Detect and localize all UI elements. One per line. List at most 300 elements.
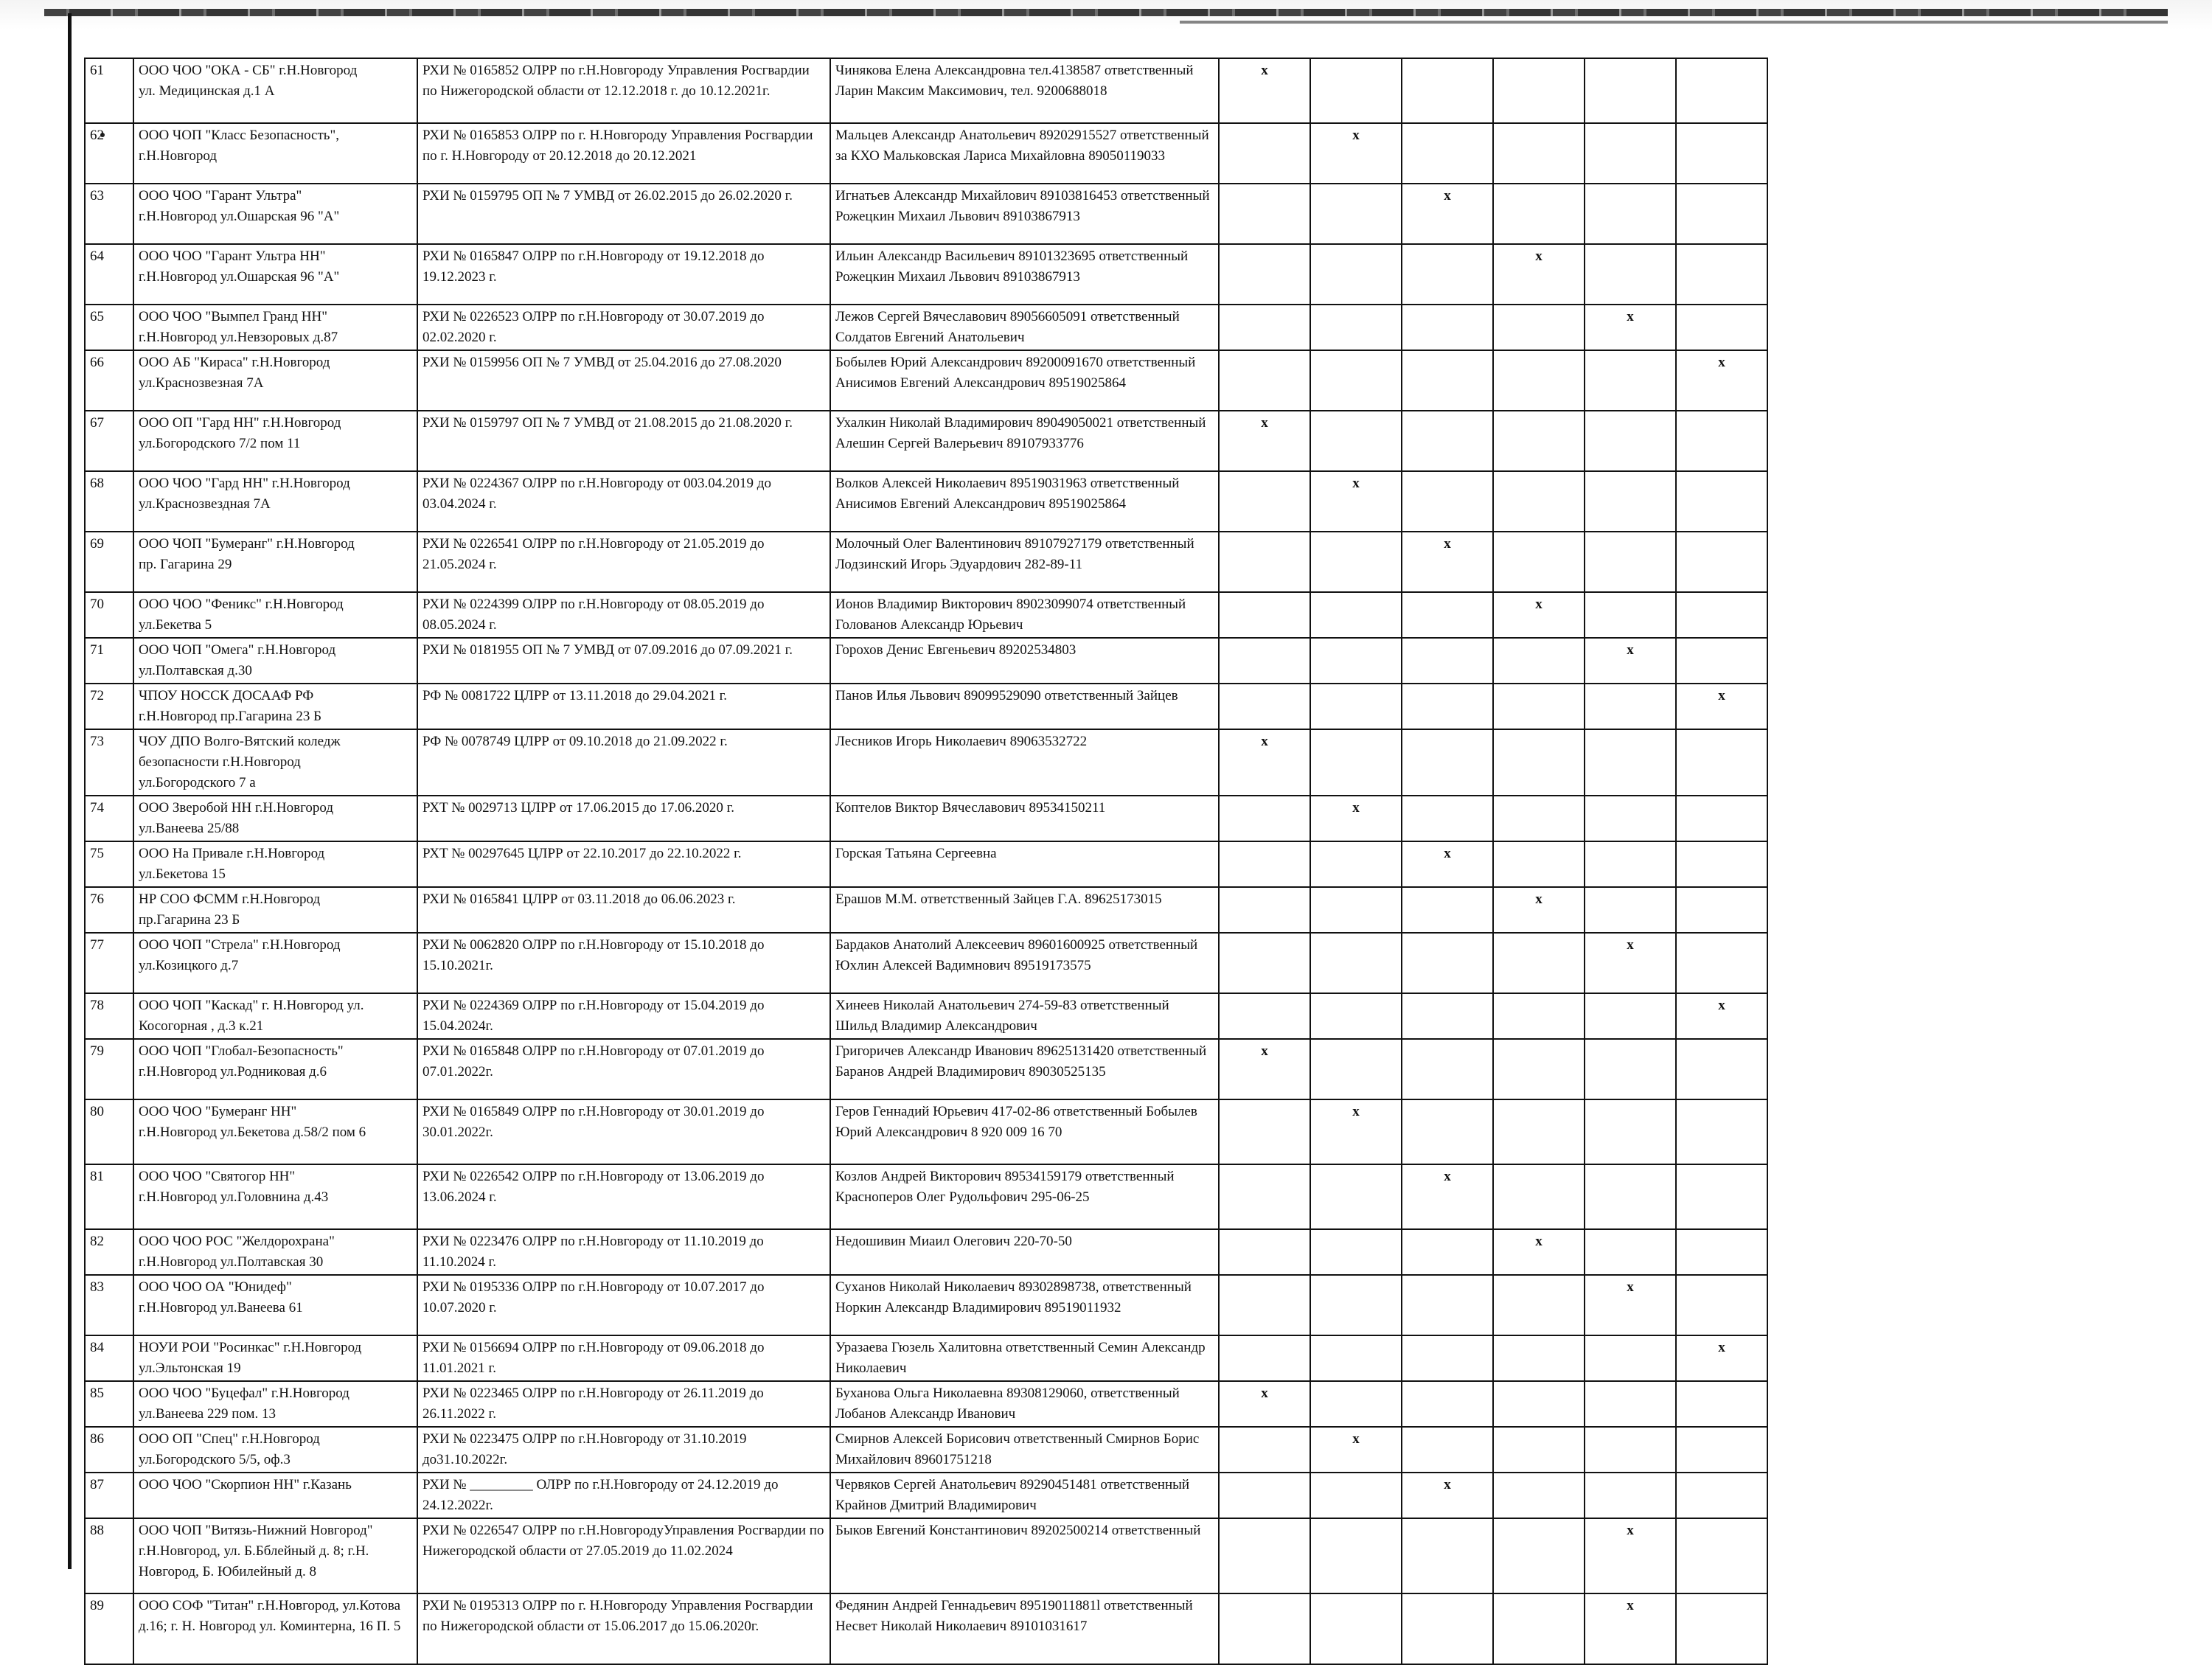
organization-cell: ООО ЧОО "Бумеранг НН" г.Н.Новгород ул.Бекетова д.58/2 пом 6 — [133, 1099, 417, 1164]
mark-cell-col-3 — [1402, 1275, 1493, 1335]
row-number-cell: 74 — [85, 796, 133, 841]
license-cell: РХИ № 0224399 ОЛРР по г.Н.Новгороду от 08.05.2019 до 08.05.2024 г. — [417, 592, 830, 638]
mark-cell-col-6 — [1676, 58, 1767, 123]
mark-cell-col-3 — [1402, 887, 1493, 933]
table-row — [85, 638, 1767, 684]
mark-cell-col-2 — [1310, 58, 1402, 123]
mark-cell-col-3 — [1402, 1518, 1493, 1593]
table-row — [85, 1518, 1767, 1593]
x-mark: x — [1444, 536, 1451, 552]
mark-cell-col-5 — [1585, 1427, 1676, 1473]
mark-cell-col-6 — [1676, 532, 1767, 592]
mark-cell-col-3 — [1402, 1164, 1493, 1229]
organization-cell: ООО ЧОО "Вымпел Гранд НН" г.Н.Новгород ул.Невзоровых д.87 — [133, 305, 417, 350]
license-cell: РХИ № 0159797 ОП № 7 УМВД от 21.08.2015 до 21.08.2020 г. — [417, 411, 830, 471]
license-cell: РХИ № _________ ОЛРР по г.Н.Новгороду от 24.12.2019 до 24.12.2022г. — [417, 1473, 830, 1518]
table-row — [85, 1427, 1767, 1473]
table-row — [85, 1229, 1767, 1275]
contact-cell: Буханова Ольга Николаевна 89308129060, ответственный Лобанов Александр Иванович — [830, 1381, 1219, 1427]
mark-cell-col-3 — [1402, 1473, 1493, 1518]
organization-cell: ООО ЧОО "ОКА - СБ" г.Н.Новгород ул. Медицинская д.1 А — [133, 58, 417, 123]
mark-cell-col-4 — [1493, 638, 1585, 684]
mark-cell-col-1 — [1219, 1039, 1310, 1099]
table-row — [85, 1275, 1767, 1335]
table-row — [85, 350, 1767, 411]
x-mark: x — [1718, 355, 1725, 370]
x-mark: x — [1352, 800, 1360, 816]
organization-cell: ЧОУ ДПО Волго-Вятский коледж безопасности г.Н.Новгород ул.Богородского 7 а — [133, 729, 417, 796]
mark-cell-col-2 — [1310, 684, 1402, 729]
scan-edge-bar — [44, 9, 2168, 16]
contact-cell: Козлов Андрей Викторович 89534159179 ответственный Красноперов Олег Рудольфович 295-06-25 — [830, 1164, 1219, 1229]
mark-cell-col-2 — [1310, 1518, 1402, 1593]
x-mark: x — [1444, 188, 1451, 204]
mark-cell-col-1 — [1219, 532, 1310, 592]
organization-cell: НР СОО ФСММ г.Н.Новгород пр.Гагарина 23 Б — [133, 887, 417, 933]
x-mark: x — [1352, 128, 1360, 143]
mark-cell-col-1 — [1219, 1593, 1310, 1664]
mark-cell-col-1 — [1219, 729, 1310, 796]
mark-cell-col-4 — [1493, 184, 1585, 244]
mark-cell-col-3 — [1402, 305, 1493, 350]
license-cell: РХИ № 0223465 ОЛРР по г.Н.Новгороду от 26.11.2019 до 26.11.2022 г. — [417, 1381, 830, 1427]
x-mark: x — [1444, 846, 1451, 861]
contact-cell: Игнатьев Александр Михайлович 89103816453 ответственный Рожецкин Михаил Львович 89103867913 — [830, 184, 1219, 244]
organization-cell: ООО ЧОП "Витязь-Нижний Новгород" г.Н.Новгород, ул. Б.Бблейный д. 8; г.Н. Новгород, Б. Юбилейный д. 8 — [133, 1518, 417, 1593]
table-row — [85, 1099, 1767, 1164]
mark-cell-col-2 — [1310, 993, 1402, 1039]
organization-cell: ООО ЧОП "Каскад" г. Н.Новгород ул. Косогорная , д.3 к.21 — [133, 993, 417, 1039]
mark-cell-col-3 — [1402, 471, 1493, 532]
mark-cell-col-5 — [1585, 638, 1676, 684]
mark-cell-col-5 — [1585, 350, 1676, 411]
contact-cell: Геров Геннадий Юрьевич 417-02-86 ответственный Бобылев Юрий Александрович 8 920 009 16 70 — [830, 1099, 1219, 1164]
contact-cell: Горохов Денис Евгеньевич 89202534803 — [830, 638, 1219, 684]
organization-cell: ЧПОУ НОССК ДОСААФ РФ г.Н.Новгород пр.Гагарина 23 Б — [133, 684, 417, 729]
row-number-cell: 63 — [85, 184, 133, 244]
mark-cell-col-5 — [1585, 123, 1676, 184]
mark-cell-col-4 — [1493, 411, 1585, 471]
license-cell: РХИ № 0062820 ОЛРР по г.Н.Новгороду от 15.10.2018 до 15.10.2021г. — [417, 933, 830, 993]
x-mark: x — [1535, 597, 1543, 612]
mark-cell-col-1 — [1219, 123, 1310, 184]
row-number-cell: 72 — [85, 684, 133, 729]
mark-cell-col-2 — [1310, 796, 1402, 841]
mark-cell-col-2 — [1310, 1275, 1402, 1335]
mark-cell-col-3 — [1402, 796, 1493, 841]
table-row — [85, 305, 1767, 350]
mark-cell-col-6 — [1676, 1518, 1767, 1593]
mark-cell-col-2 — [1310, 1473, 1402, 1518]
mark-cell-col-5 — [1585, 471, 1676, 532]
contact-cell: Ильин Александр Васильевич 89101323695 ответственный Рожецкин Михаил Львович 89103867913 — [830, 244, 1219, 305]
mark-cell-col-1 — [1219, 993, 1310, 1039]
mark-cell-col-4 — [1493, 1593, 1585, 1664]
mark-cell-col-2 — [1310, 1335, 1402, 1381]
mark-cell-col-5 — [1585, 729, 1676, 796]
mark-cell-col-1 — [1219, 244, 1310, 305]
mark-cell-col-2 — [1310, 1164, 1402, 1229]
mark-cell-col-4 — [1493, 887, 1585, 933]
contact-cell: Червяков Сергей Анатольевич 89290451481 ответственный Крайнов Дмитрий Владимирович — [830, 1473, 1219, 1518]
mark-cell-col-4 — [1493, 1039, 1585, 1099]
mark-cell-col-5 — [1585, 1099, 1676, 1164]
row-number-cell: 70 — [85, 592, 133, 638]
mark-cell-col-6 — [1676, 887, 1767, 933]
mark-cell-col-2 — [1310, 471, 1402, 532]
mark-cell-col-4 — [1493, 933, 1585, 993]
mark-cell-col-6 — [1676, 244, 1767, 305]
organization-cell: ООО ОП "Спец" г.Н.Новгород ул.Богородского 5/5, оф.3 — [133, 1427, 417, 1473]
license-cell: РХИ № 0195336 ОЛРР по г.Н.Новгороду от 10.07.2017 до 10.07.2020 г. — [417, 1275, 830, 1335]
license-cell: РХТ № 0029713 ЦЛРР от 17.06.2015 до 17.06.2020 г. — [417, 796, 830, 841]
row-number-cell: 81 — [85, 1164, 133, 1229]
mark-cell-col-1 — [1219, 1164, 1310, 1229]
mark-cell-col-2 — [1310, 592, 1402, 638]
mark-cell-col-4 — [1493, 841, 1585, 887]
contact-cell: Недошивин Миаил Олегович 220-70-50 — [830, 1229, 1219, 1275]
x-mark: x — [1261, 63, 1268, 78]
table-row — [85, 244, 1767, 305]
mark-cell-col-1 — [1219, 684, 1310, 729]
mark-cell-col-4 — [1493, 1099, 1585, 1164]
mark-cell-col-6 — [1676, 841, 1767, 887]
mark-cell-col-1 — [1219, 350, 1310, 411]
x-mark: x — [1261, 1386, 1268, 1401]
mark-cell-col-1 — [1219, 471, 1310, 532]
row-number-cell: 77 — [85, 933, 133, 993]
license-cell: РХИ № 0226542 ОЛРР по г.Н.Новгороду от 13.06.2019 до 13.06.2024 г. — [417, 1164, 830, 1229]
mark-cell-col-6 — [1676, 1164, 1767, 1229]
mark-cell-col-4 — [1493, 532, 1585, 592]
mark-cell-col-6 — [1676, 1427, 1767, 1473]
mark-cell-col-5 — [1585, 1229, 1676, 1275]
mark-cell-col-6 — [1676, 592, 1767, 638]
mark-cell-col-1 — [1219, 1275, 1310, 1335]
mark-cell-col-4 — [1493, 1473, 1585, 1518]
x-mark: x — [1444, 1477, 1451, 1492]
organization-cell: ООО На Привале г.Н.Новгород ул.Бекетова 15 — [133, 841, 417, 887]
mark-cell-col-3 — [1402, 1335, 1493, 1381]
license-cell: РФ № 0078749 ЦЛРР от 09.10.2018 до 21.09.2022 г. — [417, 729, 830, 796]
contact-cell: Молочный Олег Валентинович 89107927179 ответственный Лодзинский Игорь Эдуардович 282-89-11 — [830, 532, 1219, 592]
mark-cell-col-5 — [1585, 1039, 1676, 1099]
row-number-cell: 66 — [85, 350, 133, 411]
license-cell: РХИ № 0165849 ОЛРР по г.Н.Новгороду от 30.01.2019 до 30.01.2022г. — [417, 1099, 830, 1164]
contact-cell: Горская Татьяна Сергеевна — [830, 841, 1219, 887]
mark-cell-col-4 — [1493, 123, 1585, 184]
organization-cell: ООО ЧОО "Гарант Ультра НН" г.Н.Новгород ул.Ошарская 96 "А" — [133, 244, 417, 305]
license-cell: РХИ № 0165847 ОЛРР по г.Н.Новгороду от 19.12.2018 до 19.12.2023 г. — [417, 244, 830, 305]
x-mark: x — [1261, 415, 1268, 431]
table-row — [85, 887, 1767, 933]
contact-cell: Суханов Николай Николаевич 89302898738, ответственный Норкин Александр Владимирович 89519011932 — [830, 1275, 1219, 1335]
row-number-cell: 64 — [85, 244, 133, 305]
mark-cell-col-6 — [1676, 1473, 1767, 1518]
table-row — [85, 684, 1767, 729]
contact-cell: Волков Алексей Николаевич 89519031963 ответственный Анисимов Евгений Александрович 89519025864 — [830, 471, 1219, 532]
mark-cell-col-1 — [1219, 933, 1310, 993]
mark-cell-col-5 — [1585, 1275, 1676, 1335]
mark-cell-col-6 — [1676, 638, 1767, 684]
mark-cell-col-3 — [1402, 993, 1493, 1039]
table-row — [85, 1335, 1767, 1381]
x-mark: x — [1535, 248, 1543, 264]
mark-cell-col-4 — [1493, 993, 1585, 1039]
x-mark: x — [1627, 937, 1634, 953]
mark-cell-col-5 — [1585, 796, 1676, 841]
left-margin-rule — [68, 13, 72, 1569]
mark-cell-col-3 — [1402, 638, 1493, 684]
mark-cell-col-2 — [1310, 638, 1402, 684]
x-mark: x — [1352, 1104, 1360, 1119]
mark-cell-col-5 — [1585, 841, 1676, 887]
contact-cell: Лежов Сергей Вячеславович 89056605091 ответственный Солдатов Евгений Анатольевич — [830, 305, 1219, 350]
license-cell: РХИ № 0224369 ОЛРР по г.Н.Новгороду от 15.04.2019 до 15.04.2024г. — [417, 993, 830, 1039]
organization-cell: ООО ЧОО "Святогор НН" г.Н.Новгород ул.Головнина д.43 — [133, 1164, 417, 1229]
mark-cell-col-3 — [1402, 1593, 1493, 1664]
mark-cell-col-5 — [1585, 1518, 1676, 1593]
x-mark: x — [1718, 1340, 1725, 1355]
license-cell: РХИ № 0226541 ОЛРР по г.Н.Новгороду от 21.05.2019 до 21.05.2024 г. — [417, 532, 830, 592]
mark-cell-col-5 — [1585, 684, 1676, 729]
row-number-cell: 89 — [85, 1593, 133, 1664]
table-row — [85, 184, 1767, 244]
row-number-cell: 75 — [85, 841, 133, 887]
organization-cell: ООО ЧОО "Феникс" г.Н.Новгород ул.Бекетва 5 — [133, 592, 417, 638]
organization-cell: НОУИ РОИ "Росинкас" г.Н.Новгород ул.Эльтонская 19 — [133, 1335, 417, 1381]
scan-edge-bar-thin — [1180, 21, 2168, 24]
organization-cell: ООО ЧОО ОА "Юнидеф" г.Н.Новгород ул.Ванеева 61 — [133, 1275, 417, 1335]
table-row — [85, 471, 1767, 532]
organization-cell: ООО ЧОО "Гарант Ультра" г.Н.Новгород ул.Ошарская 96 "А" — [133, 184, 417, 244]
mark-cell-col-5 — [1585, 993, 1676, 1039]
x-mark: x — [1535, 1234, 1543, 1249]
mark-cell-col-3 — [1402, 58, 1493, 123]
license-cell: РХИ № 0226547 ОЛРР по г.Н.НовгородуУправления Росгвардии по Нижегородской области от 27.05.2019 до 11.02.2024 — [417, 1518, 830, 1593]
mark-cell-col-6 — [1676, 1275, 1767, 1335]
mark-cell-col-3 — [1402, 592, 1493, 638]
license-cell: РХИ № 0224367 ОЛРР по г.Н.Новгороду от 003.04.2019 до 03.04.2024 г. — [417, 471, 830, 532]
row-number-cell: 79 — [85, 1039, 133, 1099]
mark-cell-col-3 — [1402, 1381, 1493, 1427]
row-number-cell: 78 — [85, 993, 133, 1039]
row-number-cell: 65 — [85, 305, 133, 350]
x-mark: x — [1261, 1043, 1268, 1059]
mark-cell-col-6 — [1676, 684, 1767, 729]
contact-cell: Бобылев Юрий Александрович 89200091670 ответственный Анисимов Евгений Александрович 89519025864 — [830, 350, 1219, 411]
mark-cell-col-5 — [1585, 592, 1676, 638]
mark-cell-col-6 — [1676, 1381, 1767, 1427]
organization-cell: ООО ЧОП "Бумеранг" г.Н.Новгород пр. Гагарина 29 — [133, 532, 417, 592]
organization-cell: ООО ЧОП "Глобал-Безопасность" г.Н.Новгород ул.Родниковая д.6 — [133, 1039, 417, 1099]
mark-cell-col-5 — [1585, 58, 1676, 123]
mark-cell-col-4 — [1493, 1381, 1585, 1427]
mark-cell-col-2 — [1310, 1099, 1402, 1164]
mark-cell-col-3 — [1402, 184, 1493, 244]
mark-cell-col-1 — [1219, 1473, 1310, 1518]
mark-cell-col-5 — [1585, 305, 1676, 350]
mark-cell-col-3 — [1402, 1229, 1493, 1275]
row-number-cell: 73 — [85, 729, 133, 796]
mark-cell-col-6 — [1676, 1039, 1767, 1099]
mark-cell-col-2 — [1310, 1427, 1402, 1473]
mark-cell-col-4 — [1493, 796, 1585, 841]
mark-cell-col-6 — [1676, 1229, 1767, 1275]
license-cell: РХИ № 0223475 ОЛРР по г.Н.Новгороду от 31.10.2019 до31.10.2022г. — [417, 1427, 830, 1473]
mark-cell-col-3 — [1402, 933, 1493, 993]
x-mark: x — [1627, 1598, 1634, 1613]
mark-cell-col-3 — [1402, 1099, 1493, 1164]
mark-cell-col-5 — [1585, 1164, 1676, 1229]
mark-cell-col-3 — [1402, 841, 1493, 887]
mark-cell-col-6 — [1676, 796, 1767, 841]
license-cell: РХИ № 0165841 ЦЛРР от 03.11.2018 до 06.06.2023 г. — [417, 887, 830, 933]
contact-cell: Лесников Игорь Николаевич 89063532722 — [830, 729, 1219, 796]
table-row — [85, 1593, 1767, 1664]
mark-cell-col-1 — [1219, 1427, 1310, 1473]
mark-cell-col-6 — [1676, 411, 1767, 471]
mark-cell-col-1 — [1219, 58, 1310, 123]
mark-cell-col-2 — [1310, 729, 1402, 796]
contact-cell: Ерашов М.М. ответственный Зайцев Г.А. 89625173015 — [830, 887, 1219, 933]
mark-cell-col-3 — [1402, 244, 1493, 305]
mark-cell-col-1 — [1219, 1099, 1310, 1164]
mark-cell-col-4 — [1493, 471, 1585, 532]
mark-cell-col-6 — [1676, 1335, 1767, 1381]
x-mark: x — [1352, 476, 1360, 491]
mark-cell-col-6 — [1676, 729, 1767, 796]
mark-cell-col-4 — [1493, 1518, 1585, 1593]
mark-cell-col-2 — [1310, 123, 1402, 184]
row-number-cell: 87 — [85, 1473, 133, 1518]
registry-table — [84, 58, 1768, 1665]
mark-cell-col-6 — [1676, 933, 1767, 993]
x-mark: x — [1627, 1279, 1634, 1295]
table-row — [85, 933, 1767, 993]
mark-cell-col-4 — [1493, 305, 1585, 350]
row-number-cell: 76 — [85, 887, 133, 933]
x-mark: x — [1627, 642, 1634, 658]
license-cell: РХИ № 0181955 ОП № 7 УМВД от 07.09.2016 до 07.09.2021 г. — [417, 638, 830, 684]
x-mark: x — [1627, 309, 1634, 324]
mark-cell-col-3 — [1402, 350, 1493, 411]
contact-cell: Мальцев Александр Анатольевич 89202915527 ответственный за КХО Мальковская Лариса Михайловна 89050119033 — [830, 123, 1219, 184]
contact-cell: Чинякова Елена Александровна тел.4138587 ответственный Ларин Максим Максимович, тел. 9200688018 — [830, 58, 1219, 123]
table-row — [85, 1164, 1767, 1229]
mark-cell-col-5 — [1585, 1381, 1676, 1427]
contact-cell: Ухалкин Николай Владимирович 89049050021 ответственный Алешин Сергей Валерьевич 89107933776 — [830, 411, 1219, 471]
row-number-cell: 88 — [85, 1518, 133, 1593]
mark-cell-col-6 — [1676, 350, 1767, 411]
mark-cell-col-6 — [1676, 471, 1767, 532]
mark-cell-col-4 — [1493, 1427, 1585, 1473]
mark-cell-col-4 — [1493, 1164, 1585, 1229]
table-row — [85, 58, 1767, 123]
row-number-cell: 83 — [85, 1275, 133, 1335]
mark-cell-col-5 — [1585, 1335, 1676, 1381]
mark-cell-col-6 — [1676, 1593, 1767, 1664]
organization-cell: ООО ОП "Гард НН" г.Н.Новгород ул.Богородского 7/2 пом 11 — [133, 411, 417, 471]
mark-cell-col-6 — [1676, 1099, 1767, 1164]
organization-cell: ООО Зверобой НН г.Н.Новгород ул.Ванеева 25/88 — [133, 796, 417, 841]
x-mark: x — [1352, 1431, 1360, 1447]
license-cell: РХИ № 0165852 ОЛРР по г.Н.Новгороду Управления Росгвардии по Нижегородской области от 12.12.2018 г. до 10.12.2021г. — [417, 58, 830, 123]
mark-cell-col-4 — [1493, 1229, 1585, 1275]
mark-cell-col-4 — [1493, 729, 1585, 796]
mark-cell-col-1 — [1219, 411, 1310, 471]
mark-cell-col-6 — [1676, 123, 1767, 184]
contact-cell: Быков Евгений Константинович 89202500214 ответственный — [830, 1518, 1219, 1593]
mark-cell-col-1 — [1219, 796, 1310, 841]
license-cell: РФ № 0081722 ЦЛРР от 13.11.2018 до 29.04.2021 г. — [417, 684, 830, 729]
mark-cell-col-1 — [1219, 841, 1310, 887]
row-number-cell: 71 — [85, 638, 133, 684]
organization-cell: ООО ЧОП "Стрела" г.Н.Новгород ул.Козицкого д.7 — [133, 933, 417, 993]
contact-cell: Федянин Андрей Геннадьевич 89519011881l ответственный Несвет Николай Николаевич 89101031617 — [830, 1593, 1219, 1664]
organization-cell: ООО ЧОО "Скорпион НН" г.Казань — [133, 1473, 417, 1518]
row-number-cell: 61 — [85, 58, 133, 123]
mark-cell-col-3 — [1402, 1039, 1493, 1099]
table-row — [85, 1039, 1767, 1099]
row-number-cell: 69 — [85, 532, 133, 592]
contact-cell: Коптелов Виктор Вячеславович 89534150211 — [830, 796, 1219, 841]
mark-cell-col-2 — [1310, 1381, 1402, 1427]
contact-cell: Григоричев Александр Иванович 89625131420 ответственный Баранов Андрей Владимирович 89030525135 — [830, 1039, 1219, 1099]
license-cell: РХИ № 0156694 ОЛРР по г.Н.Новгороду от 09.06.2018 до 11.01.2021 г. — [417, 1335, 830, 1381]
mark-cell-col-4 — [1493, 1275, 1585, 1335]
license-cell: РХИ № 0226523 ОЛРР по г.Н.Новгороду от 30.07.2019 до 02.02.2020 г. — [417, 305, 830, 350]
mark-cell-col-5 — [1585, 244, 1676, 305]
mark-cell-col-5 — [1585, 933, 1676, 993]
mark-cell-col-3 — [1402, 684, 1493, 729]
mark-cell-col-1 — [1219, 1518, 1310, 1593]
mark-cell-col-1 — [1219, 184, 1310, 244]
mark-cell-col-1 — [1219, 1381, 1310, 1427]
row-number-cell: 68 — [85, 471, 133, 532]
organization-cell: ООО ЧОО "Гард НН" г.Н.Новгород ул.Краснозвездная 7А — [133, 471, 417, 532]
mark-cell-col-3 — [1402, 532, 1493, 592]
mark-cell-col-1 — [1219, 1335, 1310, 1381]
mark-cell-col-3 — [1402, 1427, 1493, 1473]
row-number-cell: 85 — [85, 1381, 133, 1427]
mark-cell-col-4 — [1493, 58, 1585, 123]
mark-cell-col-3 — [1402, 729, 1493, 796]
mark-cell-col-2 — [1310, 1039, 1402, 1099]
license-cell: РХИ № 0195313 ОЛРР по г. Н.Новгороду Управления Росгвардии по Нижегородской области от 15.06.2017 до 15.06.2020г. — [417, 1593, 830, 1664]
mark-cell-col-1 — [1219, 887, 1310, 933]
mark-cell-col-5 — [1585, 1593, 1676, 1664]
contact-cell: Смирнов Алексей Борисович ответственный Смирнов Борис Михайлович 89601751218 — [830, 1427, 1219, 1473]
mark-cell-col-2 — [1310, 933, 1402, 993]
x-mark: x — [1444, 1169, 1451, 1184]
contact-cell: Хинеев Николай Анатольевич 274-59-83 ответственный Шильд Владимир Александрович — [830, 993, 1219, 1039]
mark-cell-col-4 — [1493, 684, 1585, 729]
registry-table-body — [85, 58, 1767, 1664]
table-row — [85, 841, 1767, 887]
license-cell: РХИ № 0223476 ОЛРР по г.Н.Новгороду от 11.10.2019 до 11.10.2024 г. — [417, 1229, 830, 1275]
license-cell: РХИ № 0165853 ОЛРР по г. Н.Новгороду Управления Росгвардии по г. Н.Новгороду от 20.12.2018 до 20.12.2021 — [417, 123, 830, 184]
row-number-cell: 80 — [85, 1099, 133, 1164]
row-number-cell: 62 — [85, 123, 133, 184]
table-row — [85, 123, 1767, 184]
contact-cell: Панов Илья Львович 89099529090 ответственный Зайцев — [830, 684, 1219, 729]
mark-cell-col-6 — [1676, 184, 1767, 244]
scan-edge — [0, 0, 2212, 29]
mark-cell-col-3 — [1402, 411, 1493, 471]
mark-cell-col-2 — [1310, 244, 1402, 305]
mark-cell-col-6 — [1676, 305, 1767, 350]
